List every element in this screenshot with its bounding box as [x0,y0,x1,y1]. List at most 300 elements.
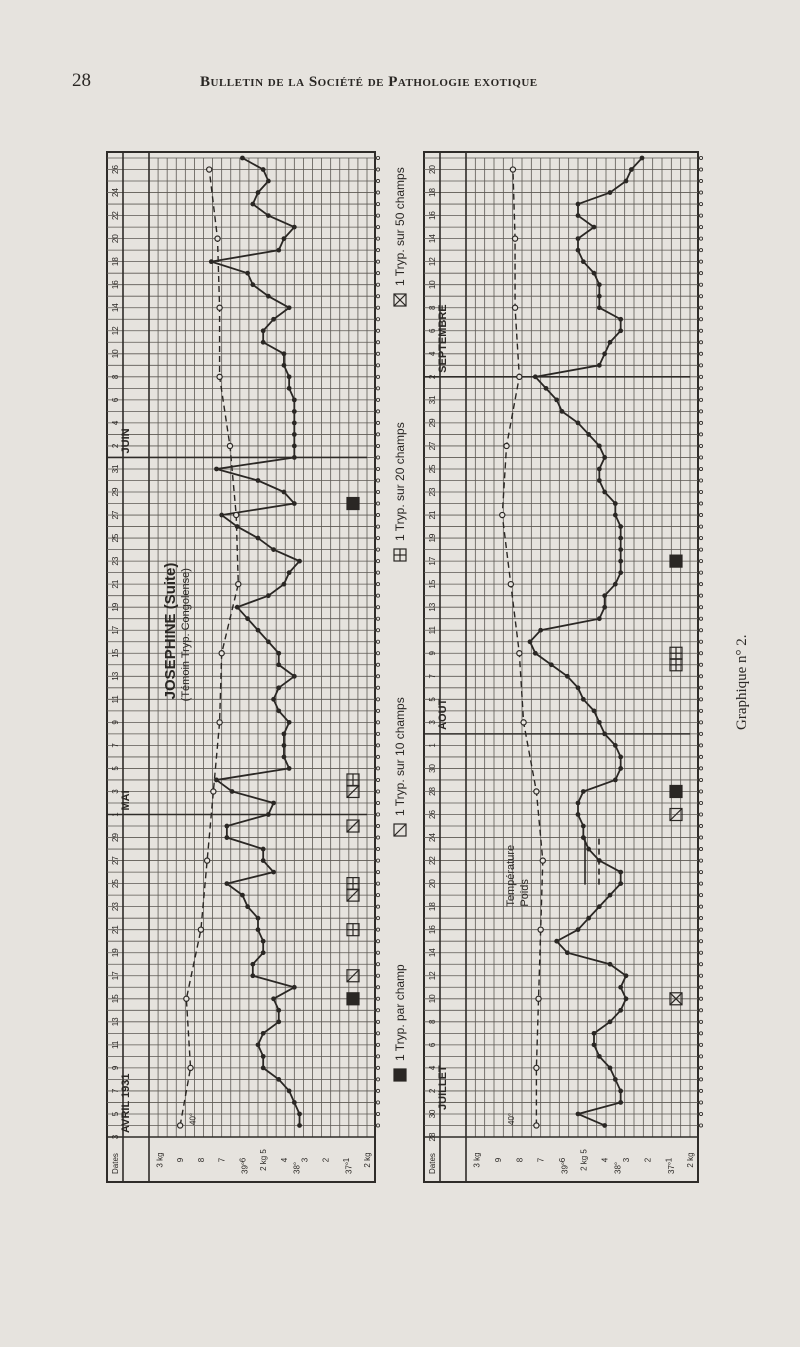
temperature-point [276,651,281,656]
date-tick-label: 3 [428,720,437,725]
temperature-point [597,720,602,725]
temperature-point [266,593,271,598]
date-tick-label: 16 [428,211,437,221]
exam-marker [699,467,702,470]
temperature-point [240,156,245,161]
temperature-point [640,156,645,161]
date-tick-label: 4 [111,420,120,426]
exam-marker [376,790,379,793]
exam-marker [376,571,379,574]
exam-marker [699,986,702,989]
chart-subtitle: (Témoin Tryp. Congolense) [180,568,192,702]
exam-marker [376,951,379,954]
exam-marker [376,709,379,712]
exam-marker [376,1089,379,1092]
date-tick-label: 13 [111,671,120,681]
temperature-point [554,939,559,944]
date-tick-label: 4 [428,351,437,357]
exam-marker [376,214,379,217]
date-tick-label: 19 [428,533,437,543]
exam-marker [699,583,702,586]
weight-point [207,167,212,172]
exam-marker [699,1032,702,1035]
temperature-point [256,1042,261,1047]
weight-point [521,720,526,725]
exam-marker [376,341,379,344]
weight-point [234,512,239,517]
weight-point [500,512,505,517]
exam-marker [699,1089,702,1092]
temperature-point [261,340,266,345]
temperature-point [576,236,581,241]
temperature-point [597,305,602,310]
date-tick-label: 18 [111,257,120,267]
temperature-point [287,570,292,575]
temperature-point [224,881,229,886]
date-tick-label: 29 [111,487,120,497]
temperature-point [287,386,292,391]
date-tick-label: 11 [111,695,120,704]
temperature-point [256,628,261,633]
temperature-point [266,812,271,817]
temperature-point [613,1077,618,1082]
temperature-point [292,397,297,402]
date-tick-label: 27 [111,510,120,520]
temperature-point [271,801,276,806]
weight-point [534,1065,539,1070]
weight-tick-label: 3 kg [472,1152,482,1168]
date-tick-label: 12 [111,326,120,336]
temperature-point [576,421,581,426]
exam-marker [376,629,379,632]
exam-marker [376,640,379,643]
temperature-point [613,743,618,748]
exam-marker [699,686,702,689]
exam-marker [699,502,702,505]
chart-panel-1 [107,152,380,1182]
weight-tick-label: 2 [321,1157,331,1163]
weight-tick-label: 8 [515,1157,525,1163]
temperature-point [292,1100,297,1105]
exam-marker [376,249,379,252]
date-tick-label: 25 [111,533,120,543]
temperature-point [576,812,581,817]
date-tick-label: 22 [428,856,437,866]
trypanosome-mark [670,785,682,797]
weight-point [227,443,232,448]
temperature-point [565,950,570,955]
date-tick-label: 16 [111,280,120,290]
exam-marker [699,456,702,459]
temperature-point [597,363,602,368]
temperature-point [608,893,613,898]
temperature-point [586,847,591,852]
date-tick-label: 16 [428,925,437,935]
date-tick-label: 6 [111,397,120,403]
exam-marker [376,1112,379,1115]
weight-tick-label: 3 [300,1157,310,1163]
date-tick-label: 2 [428,1088,437,1094]
temperature-point [581,789,586,794]
exam-marker [376,260,379,263]
temperature-tick-label: 40° [188,1112,198,1125]
exam-marker [699,870,702,873]
date-tick-label: 18 [428,188,437,198]
exam-marker [376,548,379,551]
temperature-point [618,1008,623,1013]
exam-marker [376,479,379,482]
weight-point [236,582,241,587]
weight-tick-label: 2 kg [363,1152,372,1168]
month-label: AOUT [437,698,449,730]
date-tick-label: 23 [428,487,437,497]
date-tick-label: 22 [111,211,120,221]
weight-tick-label: 9 [176,1157,186,1163]
weight-tick-label: 1 [664,1157,674,1163]
exam-marker [376,513,379,516]
weight-point [178,1123,183,1128]
exam-marker [376,824,379,827]
temperature-point [297,1112,302,1117]
date-tick-label: 2 [428,374,437,380]
temperature-point [618,570,623,575]
chart-frame [424,152,698,1182]
exam-marker [376,1066,379,1069]
exam-marker [699,640,702,643]
temperature-point [597,478,602,483]
exam-marker [699,1066,702,1069]
temperature-point [602,490,607,495]
exam-marker [699,548,702,551]
weight-series-line [502,170,543,1126]
running-head: Bulletin de la Société de Pathologie exotique [200,74,538,90]
temperature-point [235,605,240,610]
temperature-point [256,190,261,195]
exam-marker [699,1009,702,1012]
temperature-point [282,351,287,356]
temperature-point [261,328,266,333]
temperature-point [533,374,538,379]
temperature-point [576,685,581,690]
temperature-point [586,916,591,921]
temperature-point [261,167,266,172]
date-tick-label: 26 [428,810,437,819]
date-tick-label: 25 [428,464,437,474]
exam-marker [699,1124,702,1127]
temperature-point [261,950,266,955]
exam-marker [376,986,379,989]
temperature-point [549,662,554,667]
exam-marker [376,606,379,609]
temperature-point [613,501,618,506]
temperature-point [576,927,581,932]
exam-marker [699,387,702,390]
date-tick-label: 13 [111,1017,120,1027]
temperature-point [618,1089,623,1094]
exam-marker [699,767,702,770]
exam-marker [376,179,379,182]
weight-tick-label: 6 [238,1157,248,1163]
exam-marker [376,732,379,735]
exam-marker [376,778,379,781]
weight-point [217,720,222,725]
temperature-point [629,167,634,172]
temperature-point [230,789,235,794]
exam-marker [699,732,702,735]
exam-marker [699,329,702,332]
date-tick-label: 14 [111,303,120,313]
temperature-point [624,996,629,1001]
exam-marker [376,191,379,194]
temperature-point [261,1065,266,1070]
exam-marker [699,249,702,252]
temperature-point [613,582,618,587]
date-tick-label: 15 [428,579,437,589]
temperature-point [256,478,261,483]
date-tick-label: 4 [428,1065,437,1071]
temperature-point [250,962,255,967]
exam-marker [376,917,379,920]
weight-point [504,443,509,448]
exam-marker [699,974,702,977]
temperature-point [586,432,591,437]
temperature-point [256,536,261,541]
weight-point [217,305,222,310]
exam-marker [376,1032,379,1035]
exam-marker [376,502,379,505]
date-tick-label: 19 [111,948,120,958]
temperature-point [261,939,266,944]
exam-marker [376,675,379,678]
date-tick-label: 2 [111,443,120,449]
temperature-point [618,985,623,990]
temperature-point [219,513,224,518]
temperature-point [287,720,292,725]
weight-point [534,789,539,794]
exam-marker [376,882,379,885]
date-tick-label: 30 [428,763,437,773]
exam-marker [376,870,379,873]
month-label: JUILLET [437,1065,449,1110]
trypanosome-mark [670,555,682,567]
date-tick-label: 1 [111,812,120,817]
exam-marker [376,202,379,205]
temperature-point [292,225,297,230]
trypanosome-mark [347,993,359,1005]
temperature-point [250,282,255,287]
exam-marker [376,617,379,620]
date-tick-label: 29 [428,418,437,428]
legend [393,167,407,1081]
exam-marker [699,721,702,724]
temperature-point [271,317,276,322]
temperature-point [282,363,287,368]
temperature-point [282,236,287,241]
exam-marker [699,341,702,344]
exam-marker [699,560,702,563]
date-tick-label: 7 [111,743,120,748]
date-tick-label: 23 [111,902,120,912]
weight-tick-label: 1 [342,1157,352,1163]
temperature-point [581,697,586,702]
month-label: SEPTEMBRE [437,304,449,373]
exam-marker [699,663,702,666]
weight-point [517,374,522,379]
trypanosome-mark [347,498,359,510]
exam-marker [376,295,379,298]
temperature-point [618,317,623,322]
weight-point [510,167,515,172]
exam-marker [699,813,702,816]
date-tick-label: 10 [111,349,120,359]
exam-marker [376,755,379,758]
temperature-point [261,847,266,852]
temperature-point [276,1077,281,1082]
temperature-point [292,409,297,414]
weight-tick-label: 9 [494,1157,503,1163]
legend-label: 1 Tryp. sur 10 champs [393,697,407,816]
exam-marker [699,963,702,966]
exam-marker [376,168,379,171]
exam-marker [376,894,379,897]
exam-marker [699,1043,702,1046]
exam-marker [699,629,702,632]
temperature-point [261,1031,266,1036]
temperature-point [618,328,623,333]
temperature-point [608,962,613,967]
exam-marker [376,663,379,666]
exam-marker [699,513,702,516]
date-tick-label: 23 [111,556,120,566]
date-tick-label: 5 [111,1111,120,1117]
temperature-point [292,674,297,679]
weight-tick-label: 2 kg 5 [259,1149,269,1171]
exam-marker [376,686,379,689]
date-tick-label: 28 [428,1132,437,1142]
temperature-point [214,467,219,472]
temperature-point [618,559,623,564]
weight-point [198,927,203,932]
date-tick-label: 8 [111,374,120,380]
exam-marker [699,410,702,413]
temperature-point [297,559,302,564]
exam-marker [376,698,379,701]
exam-marker [699,260,702,263]
exam-marker [699,652,702,655]
temperature-point [544,386,549,391]
exam-marker [699,352,702,355]
weight-point [517,651,522,656]
date-tick-label: 7 [111,1088,120,1094]
exam-marker [699,778,702,781]
exam-marker [376,1124,379,1127]
temperature-point [261,858,266,863]
exam-marker [699,536,702,539]
exam-marker [699,525,702,528]
date-tick-label: 21 [428,510,437,520]
temperature-point [282,755,287,760]
date-tick-label: 14 [428,948,437,958]
date-tick-label: 9 [111,720,120,725]
temperature-point [276,1008,281,1013]
temperature-point [618,870,623,875]
exam-marker [699,444,702,447]
date-tick-label: 9 [111,1065,120,1071]
temperature-point [602,455,607,460]
weight-point [219,651,224,656]
date-tick-label: 28 [428,787,437,796]
exam-marker [699,421,702,424]
temperature-point [266,294,271,299]
date-tick-label: 7 [428,674,437,679]
date-tick-label: 11 [111,1040,120,1050]
temperature-point [554,397,559,402]
date-tick-label: 3 [111,1134,120,1140]
weight-tick-label: 2 kg [686,1152,695,1168]
chart-title: JOSEPHINE (Suite) [162,562,179,700]
series-legend-label: Poids [519,879,531,907]
exam-marker [699,675,702,678]
exam-marker [376,905,379,908]
weight-point [538,927,543,932]
temperature-point [602,731,607,736]
exam-marker [699,928,702,931]
exam-marker [699,306,702,309]
dates-axis-label: Dates [428,1153,437,1174]
exam-marker [699,1020,702,1023]
temperature-point [245,271,250,276]
exam-marker [376,375,379,378]
exam-marker [376,364,379,367]
exam-marker [699,202,702,205]
figure-caption: Graphique n° 2. [734,634,750,730]
temperature-point [287,374,292,379]
exam-marker [376,813,379,816]
exam-marker [699,364,702,367]
date-tick-label: 27 [111,856,120,866]
exam-marker [376,859,379,862]
temperature-point [538,628,543,633]
weight-point [215,236,220,241]
exam-marker [376,352,379,355]
temperature-point [276,1019,281,1024]
date-tick-label: 20 [428,165,437,174]
exam-marker [699,272,702,275]
exam-marker [376,306,379,309]
temperature-point [592,271,597,276]
temperature-point [624,179,629,184]
date-tick-label: 17 [111,971,120,981]
chart-frame [107,152,375,1182]
temperature-point [528,639,533,644]
temperature-tick-label: 37° [667,1161,676,1174]
legend-label: 1 Tryp. sur 50 champs [393,167,407,286]
temperature-point [576,213,581,218]
date-tick-label: 18 [428,902,437,912]
temperature-point [276,708,281,713]
exam-marker [376,226,379,229]
date-tick-label: 14 [428,234,437,244]
exam-marker [699,398,702,401]
temperature-point [250,973,255,978]
temperature-point [618,536,623,541]
exam-marker [376,928,379,931]
date-tick-label: 5 [428,697,437,702]
temperature-point [602,593,607,598]
date-tick-label: 11 [428,626,437,635]
temperature-point [602,605,607,610]
weight-point [217,374,222,379]
